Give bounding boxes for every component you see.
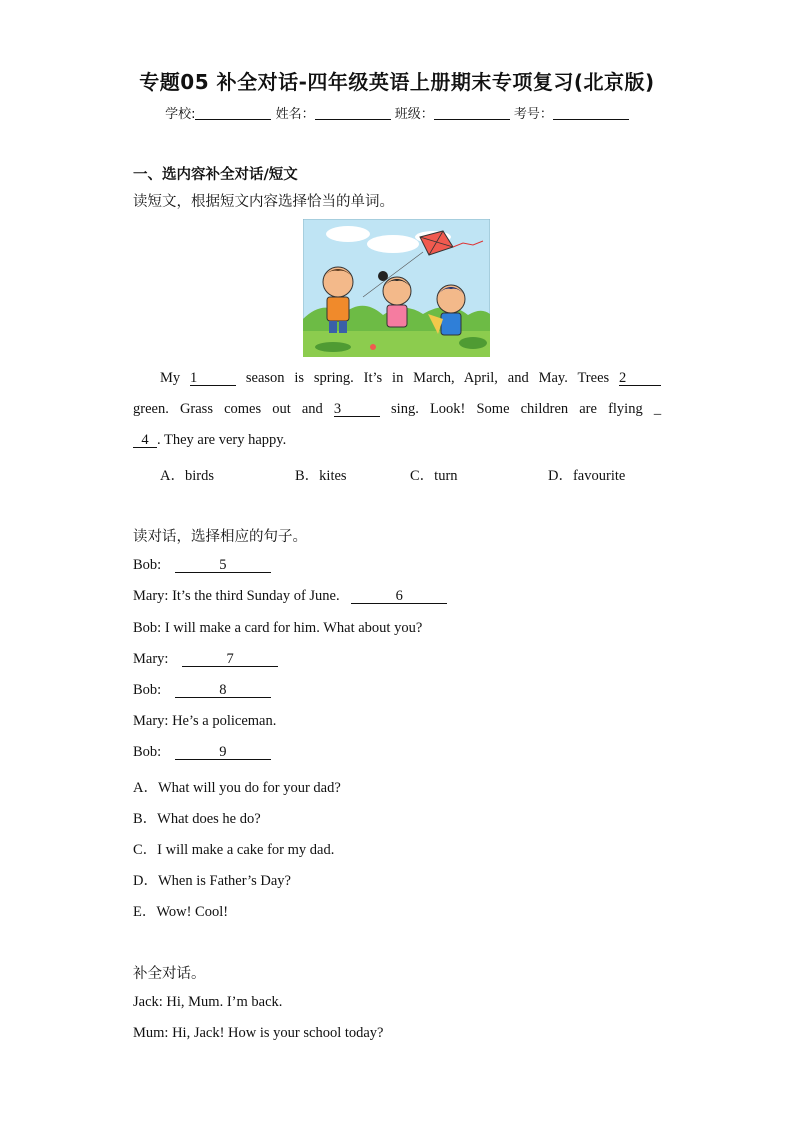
- blank-1[interactable]: 1: [190, 371, 236, 386]
- name-label: 姓名：: [275, 107, 315, 122]
- school-blank[interactable]: [195, 106, 271, 120]
- blank-8[interactable]: 8: [175, 683, 271, 698]
- dialogue-line: Bob: 9: [133, 744, 271, 761]
- blank-4[interactable]: 4: [133, 433, 157, 448]
- dialogue-line: Mary: It’s the third Sunday of June. 6: [133, 588, 447, 605]
- dialogue-option-a: A．What will you do for your dad?: [133, 780, 341, 796]
- blank-7[interactable]: 7: [182, 652, 278, 667]
- dialogue-line: Mary: 7: [133, 651, 278, 668]
- dialogue-option-c: C．I will make a cake for my dad.: [133, 842, 335, 858]
- section2-instruction: 读对话，选择相应的句子。: [133, 529, 307, 545]
- dialogue-line: Mary: He’s a policeman.: [133, 713, 277, 729]
- blank-6[interactable]: 6: [351, 589, 447, 604]
- blank-2[interactable]: 2: [619, 371, 661, 386]
- section1-instruction: 读短文，根据短文内容选择恰当的单词。: [133, 194, 394, 210]
- dialogue-option-b: B．What does he do?: [133, 811, 261, 827]
- page-title: 专题05 补全对话-四年级英语上册期末专项复习(北京版): [139, 70, 655, 94]
- children-flying-kite-illustration: [303, 219, 490, 357]
- class-label: 班级：: [394, 107, 434, 122]
- section1-heading: 一、选内容补全对话/短文: [133, 167, 298, 183]
- option-c: C．turn: [410, 468, 458, 484]
- passage-line-1: My 1 season is spring. It’s in March, April, and May. Trees 2: [133, 370, 661, 387]
- passage-line-2: green. Grass comes out and 3 sing. Look! Some children are flying _: [133, 401, 662, 417]
- class-blank[interactable]: [434, 106, 510, 120]
- name-blank[interactable]: [315, 106, 391, 120]
- dialogue-line: Mum: Hi, Jack! How is your school today?: [133, 1025, 384, 1041]
- dialogue-line: Bob: 5: [133, 557, 271, 574]
- blank-3[interactable]: 3: [334, 402, 380, 417]
- section3-instruction: 补全对话。: [133, 966, 206, 982]
- dialogue-line: Jack: Hi, Mum. I’m back.: [133, 994, 283, 1010]
- dialogue-option-e: E．Wow! Cool!: [133, 904, 229, 920]
- option-b: B．kites: [295, 468, 347, 484]
- dialogue-line: Bob: 8: [133, 682, 271, 699]
- passage-line-3: 4 . They are very happy.: [133, 432, 286, 449]
- option-d: D．favourite: [548, 468, 626, 484]
- school-label: 学校:: [165, 107, 196, 122]
- blank-9[interactable]: 9: [175, 745, 271, 760]
- option-a: A．birds: [160, 468, 214, 484]
- student-info-line: [0, 103, 794, 122]
- dialogue-option-d: D．When is Father’s Day?: [133, 873, 291, 889]
- number-label: 考号：: [513, 107, 553, 122]
- dialogue-line: Bob: I will make a card for him. What about you?: [133, 620, 423, 636]
- blank-5[interactable]: 5: [175, 558, 271, 573]
- number-blank[interactable]: [553, 106, 629, 120]
